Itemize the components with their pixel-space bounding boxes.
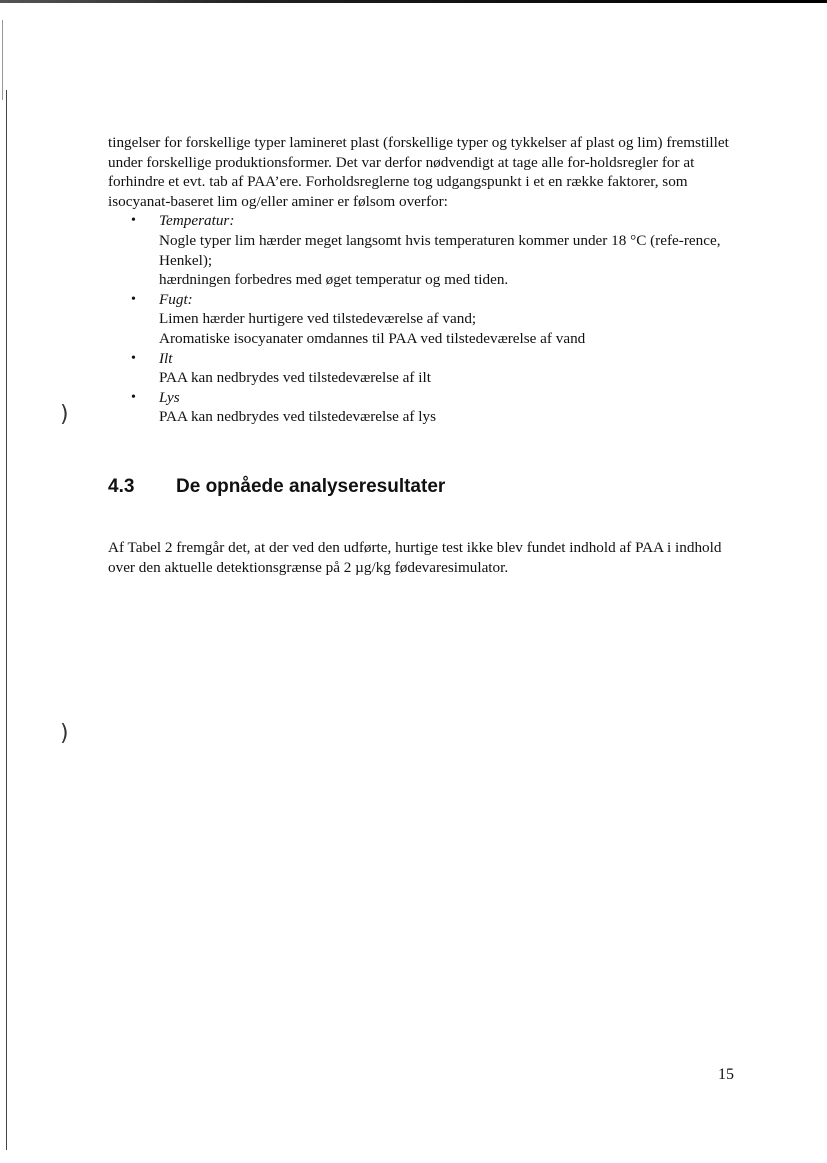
list-item: [108, 211, 743, 289]
factor-term: Temperatur:: [159, 212, 235, 230]
factor-line: Aromatiske isocyanater omdannes til PAA ved tilstedeværelse af vand: [159, 329, 586, 347]
factor-line: Nogle typer lim hærder meget langsomt hvis temperaturen kommer under 18 °C (refe-rence, Henkel);: [159, 231, 721, 269]
factor-line: PAA kan nedbrydes ved tilstedeværelse af ilt: [159, 369, 431, 387]
factor-line: Limen hærder hurtigere ved tilstedeværelse af vand;: [159, 310, 477, 328]
factor-term: Lys: [159, 388, 180, 406]
scan-left-edge: [6, 90, 7, 1150]
factor-term: Fugt:: [159, 290, 193, 308]
section-number: 4.3: [108, 476, 135, 497]
page-number: 15: [718, 1066, 734, 1083]
list-item: [108, 349, 743, 388]
intro-paragraph: tingelser for forskellige typer lamineret plast (forskellige typer og tykkelser af plast og lim) fremstillet under forskellige produktionsformer. Det var derfor nødvendigt at tage alle for-holdsregler for at forhindre et evt. tab af PAA’ere. Forholdsreglerne tog udgangspunkt i et en række faktorer, som isocyanat-baseret lim og/eller aminer er følsom overfor:: [108, 134, 729, 210]
bullet-icon: •: [131, 350, 136, 366]
list-item: [108, 388, 743, 427]
bullet-icon: •: [131, 291, 136, 307]
factor-list: [108, 211, 743, 427]
binding-hole-mark: ): [60, 402, 69, 427]
scan-top-rule: [0, 0, 827, 3]
factor-line: PAA kan nedbrydes ved tilstedeværelse af lys: [159, 408, 436, 426]
bullet-icon: •: [131, 213, 136, 229]
binding-hole-mark: ): [60, 721, 69, 746]
result-paragraph: Af Tabel 2 fremgår det, at der ved den udførte, hurtige test ikke blev fundet indhold af PAA i indhold over den aktuelle detektionsgrænse på 2 µg/kg fødevaresimulator.: [108, 539, 722, 576]
factor-term: Ilt: [159, 349, 173, 367]
section-title: De opnåede analyseresultater: [176, 476, 446, 497]
scan-edge-mark: [2, 20, 3, 100]
bullet-icon: •: [131, 389, 136, 405]
page-body: [108, 133, 743, 427]
list-item: [108, 290, 743, 349]
factor-line: hærdningen forbedres med øget temperatur og med tiden.: [159, 271, 509, 289]
section-heading: [108, 476, 445, 498]
